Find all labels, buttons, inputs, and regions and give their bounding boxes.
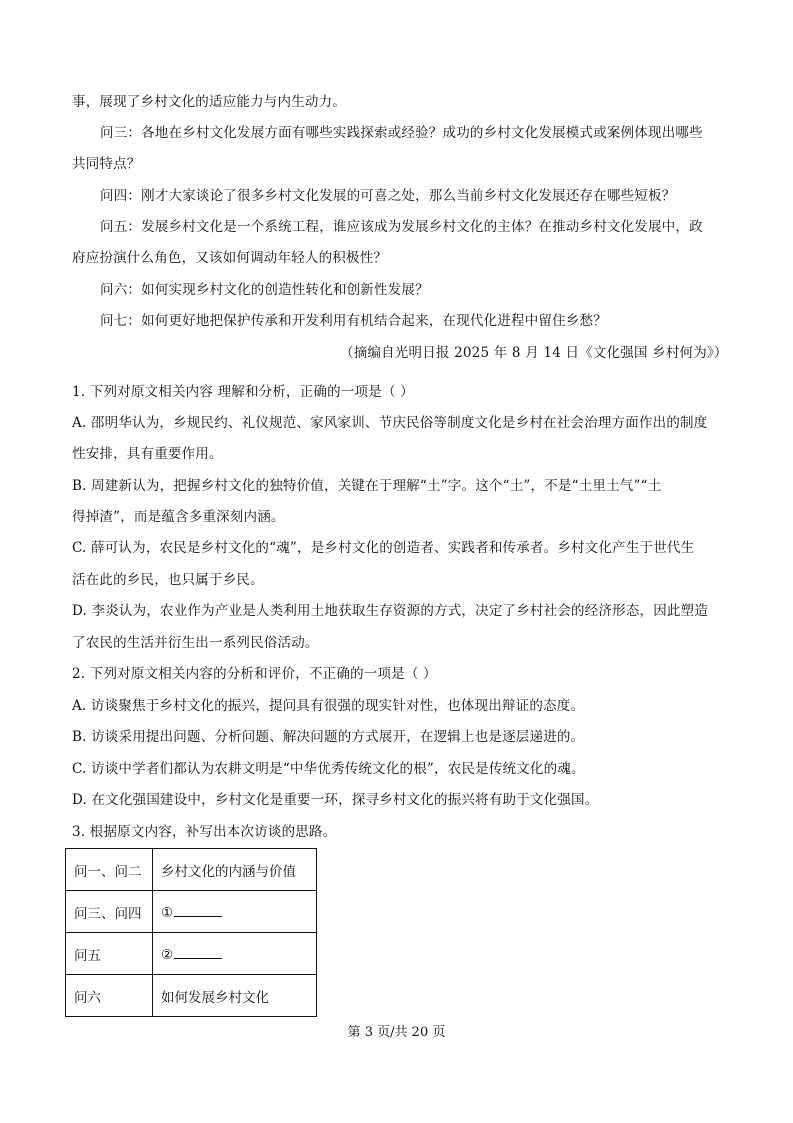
q1-option-b-cont: 得掉渣”，而是蕴含多重深刻内涵。 bbox=[72, 509, 285, 525]
q1-option-d: D. 李炎认为，农业作为产业是人类利用土地获取生存资源的方式，决定了乡村社会的经济形态，因此塑造 bbox=[72, 603, 709, 619]
table-cell-answer: 乡村文化的内涵与价值 bbox=[153, 849, 317, 891]
page-number: 第 3 页/共 20 页 bbox=[347, 1025, 446, 1040]
passage-line: 事，展现了乡村文化的适应能力与内生动力。 bbox=[72, 94, 346, 110]
q1-option-a: A. 邵明华认为，乡规民约、礼仪规范、家风家训、节庆民俗等制度文化是乡村在社会治理方面作出的制度 bbox=[72, 415, 708, 431]
q2-option-a: A. 访谈聚焦于乡村文化的振兴，提问具有很强的现实针对性，也体现出辩证的态度。 bbox=[72, 698, 585, 714]
question-six-text: 问六：如何实现乡村文化的创造性转化和创新性发展？ bbox=[100, 282, 429, 298]
q1-option-c-cont: 活在此的乡民，也只属于乡民。 bbox=[72, 572, 264, 588]
table-row bbox=[66, 975, 317, 1017]
table-cell-question: 问六 bbox=[66, 975, 153, 1017]
fill-in-line[interactable] bbox=[174, 944, 222, 959]
blank-marker: ① bbox=[161, 905, 174, 921]
question-five-text: 问五：发展乡村文化是一个系统工程，谁应该成为发展乡村文化的主体？在推动乡村文化发展中，政 bbox=[100, 219, 703, 235]
question-seven-text: 问七：如何更好地把保护传承和开发利用有机结合起来，在现代化进程中留住乡愁？ bbox=[100, 313, 607, 329]
q3-stem: 3. 根据原文内容，补写出本次访谈的思路。 bbox=[72, 824, 337, 840]
table-cell-answer-blank[interactable] bbox=[153, 891, 317, 933]
table-row bbox=[66, 891, 317, 933]
table-row bbox=[66, 849, 317, 891]
blank-marker: ② bbox=[161, 947, 174, 963]
q2-stem: 2. 下列对原文相关内容的分析和评价，不正确的一项是（ ） bbox=[72, 666, 437, 682]
table-cell-answer: 如何发展乡村文化 bbox=[153, 975, 317, 1017]
source-citation: （摘编自光明日报 2025 年 8 月 14 日《文化强国 乡村何为》） bbox=[340, 345, 728, 361]
q1-option-d-cont: 了农民的生活并衍生出一系列民俗活动。 bbox=[72, 635, 319, 651]
question-three-text: 问三：各地在乡村文化发展方面有哪些实践探索或经验？成功的乡村文化发展模式或案例体现出哪些 bbox=[100, 125, 703, 141]
table-row bbox=[66, 933, 317, 975]
question-five-text-cont: 府应扮演什么角色，又该如何调动年轻人的积极性？ bbox=[72, 250, 388, 266]
table-cell-question: 问五 bbox=[66, 933, 153, 975]
table-cell-question: 问三、问四 bbox=[66, 891, 153, 933]
q1-stem: 1. 下列对原文相关内容 理解和分析，正确的一项是（ ） bbox=[72, 384, 414, 400]
fill-in-line[interactable] bbox=[174, 902, 222, 917]
q1-option-c: C. 薛可认为，农民是乡村文化的“魂”，是乡村文化的创造者、实践者和传承者。乡村文化产生于世代生 bbox=[72, 540, 695, 556]
question-three-text-cont: 共同特点？ bbox=[72, 156, 141, 172]
interview-outline-table bbox=[65, 848, 317, 1017]
table-cell-answer-blank[interactable] bbox=[153, 933, 317, 975]
q2-option-c: C. 访谈中学者们都认为农耕文明是“中华优秀传统文化的根”，农民是传统文化的魂。 bbox=[72, 761, 585, 777]
table-cell-question: 问一、问二 bbox=[66, 849, 153, 891]
q2-option-d: D. 在文化强国建设中，乡村文化是重要一环，探寻乡村文化的振兴将有助于文化强国。 bbox=[72, 792, 599, 808]
question-four-text: 问四：刚才大家谈论了很多乡村文化发展的可喜之处，那么当前乡村文化发展还存在哪些短板？ bbox=[100, 188, 676, 204]
q1-option-b: B. 周建新认为，把握乡村文化的独特价值，关键在于理解“土”字。这个“土”，不是“土里土气”“土 bbox=[72, 478, 662, 494]
q2-option-b: B. 访谈采用提出问题、分析问题、解决问题的方式展开，在逻辑上也是逐层递进的。 bbox=[72, 729, 585, 745]
q1-option-a-cont: 性安排，具有重要作用。 bbox=[72, 446, 223, 462]
